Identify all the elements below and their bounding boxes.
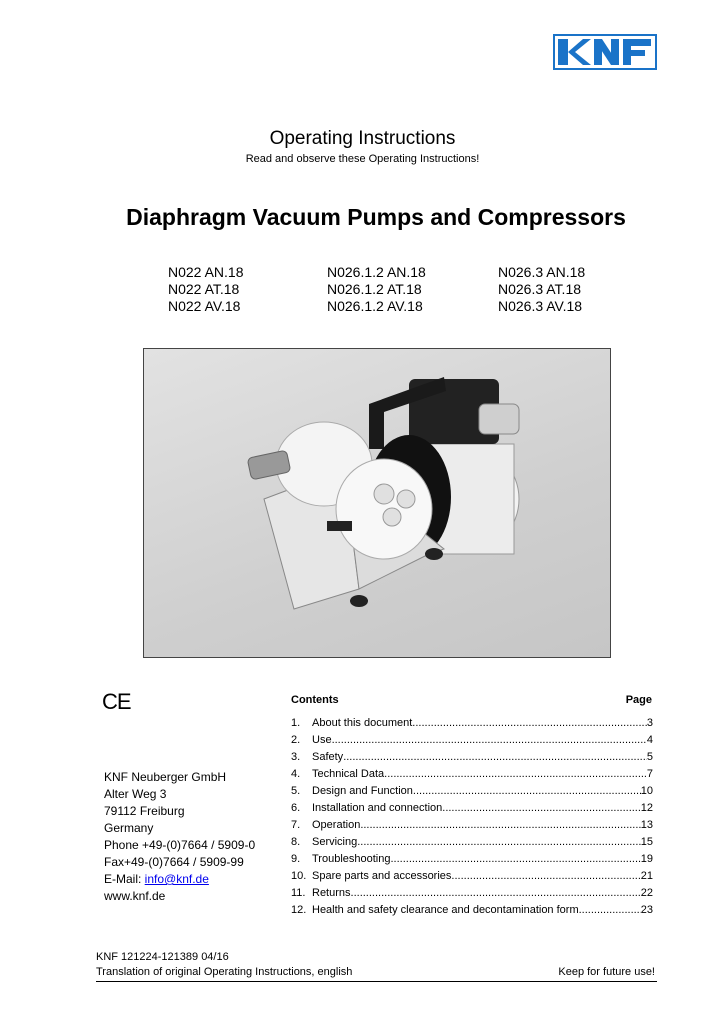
toc-item-title: Troubleshooting (312, 853, 391, 865)
toc-item[interactable] (291, 783, 653, 800)
model-column-1 (168, 264, 244, 315)
model-name: N026.1.2 AV.18 (327, 298, 423, 314)
toc-leader-dots (413, 783, 641, 800)
toc-heading: Contents (291, 694, 339, 706)
toc-item-number: 10. (291, 870, 307, 882)
toc-item-number: 12. (291, 904, 307, 916)
toc-leader-dots (412, 715, 647, 732)
toc-item[interactable] (291, 817, 653, 834)
toc-item-title: Technical Data (312, 768, 385, 780)
toc-item-title: About this document (312, 717, 413, 729)
model-name: N022 AN.18 (168, 264, 244, 280)
toc-item-page: 22 (640, 887, 653, 899)
toc-item-page: 5 (646, 751, 653, 763)
pump-illustration (144, 349, 610, 657)
toc-leader-dots (384, 766, 647, 783)
document-instruction-note: Read and observe these Operating Instructions! (245, 153, 480, 165)
model-name: N022 AT.18 (168, 281, 240, 297)
toc-item[interactable] (291, 851, 653, 868)
toc-item[interactable] (291, 902, 653, 919)
toc-page-heading: Page (625, 694, 652, 706)
toc-leader-dots (579, 902, 641, 919)
toc-item-page: 12 (640, 802, 653, 814)
toc-item-number: 1. (291, 717, 301, 729)
toc-leader-dots (357, 834, 641, 851)
toc-item-number: 3. (291, 751, 301, 763)
toc-item-title: Use (312, 734, 332, 746)
toc-item-title: Returns (312, 887, 351, 899)
fax: Fax+49-(0)7664 / 5909-99 (104, 855, 244, 869)
model-name: N026.3 AV.18 (498, 298, 583, 314)
pump-product-photo (143, 348, 611, 658)
toc-item-title: Safety (312, 751, 344, 763)
toc-item-title: Design and Function (312, 785, 413, 797)
toc-item-number: 7. (291, 819, 301, 831)
website: www.knf.de (104, 889, 166, 903)
toc-item-page: 3 (646, 717, 653, 729)
toc-item[interactable] (291, 715, 653, 732)
toc-leader-dots (390, 851, 640, 868)
toc-item-number: 2. (291, 734, 301, 746)
toc-leader-dots (351, 885, 641, 902)
toc-item-number: 9. (291, 853, 301, 865)
model-name: N026.1.2 AN.18 (327, 264, 426, 280)
toc-item-number: 6. (291, 802, 301, 814)
model-column-2 (327, 264, 426, 315)
model-name: N026.3 AT.18 (498, 281, 582, 297)
email-link[interactable]: info@knf.de (144, 872, 209, 886)
toc-item-number: 8. (291, 836, 301, 848)
toc-item-number: 5. (291, 785, 301, 797)
toc-item-title: Operation (312, 819, 361, 831)
document-type-title: Operating Instructions (269, 128, 456, 149)
toc-item[interactable] (291, 766, 653, 783)
toc-item[interactable] (291, 885, 653, 902)
model-name: N026.1.2 AT.18 (327, 281, 422, 297)
toc-item-page: 13 (640, 819, 653, 831)
manufacturer-address (104, 769, 255, 905)
toc-item[interactable] (291, 868, 653, 885)
toc-item[interactable] (291, 732, 653, 749)
toc-leader-dots (451, 868, 640, 885)
model-name: N022 AV.18 (168, 298, 241, 314)
email-label: E-Mail: (104, 872, 145, 886)
table-of-contents (291, 715, 653, 919)
toc-leader-dots (332, 732, 647, 749)
document-number: KNF 121224-121389 04/16 (96, 951, 229, 963)
company-name: KNF Neuberger GmbH (104, 770, 227, 784)
model-column-3 (498, 264, 585, 315)
country: Germany (104, 821, 154, 835)
toc-item-page: 21 (640, 870, 653, 882)
toc-item[interactable] (291, 749, 653, 766)
toc-leader-dots (360, 817, 640, 834)
toc-item-page: 10 (640, 785, 653, 797)
toc-item-page: 19 (640, 853, 653, 865)
main-title: Diaphragm Vacuum Pumps and Compressors (126, 204, 626, 230)
toc-item-title: Installation and connection (312, 802, 443, 814)
knf-logo (553, 34, 657, 70)
toc-item-page: 15 (640, 836, 653, 848)
toc-item-number: 4. (291, 768, 301, 780)
phone: Phone +49-(0)7664 / 5909-0 (104, 838, 256, 852)
toc-header (291, 694, 652, 706)
footer-rule (96, 981, 657, 982)
toc-leader-dots (442, 800, 640, 817)
toc-item[interactable] (291, 834, 653, 851)
street: Alter Weg 3 (104, 787, 167, 801)
ce-mark: CE (102, 689, 131, 714)
email-line (104, 871, 255, 888)
toc-item-page: 23 (640, 904, 653, 916)
toc-item-page: 7 (646, 768, 653, 780)
toc-item-title: Health and safety clearance and decontamination form (312, 904, 579, 916)
keep-note: Keep for future use! (558, 966, 655, 978)
toc-item-page: 4 (646, 734, 653, 746)
toc-item-title: Servicing (312, 836, 358, 848)
city: 79112 Freiburg (104, 804, 185, 818)
translation-note: Translation of original Operating Instructions, english (96, 966, 353, 978)
toc-leader-dots (343, 749, 647, 766)
model-name: N026.3 AN.18 (498, 264, 586, 280)
toc-item-title: Spare parts and accessories (312, 870, 452, 882)
toc-item[interactable] (291, 800, 653, 817)
toc-item-number: 11. (291, 887, 306, 899)
